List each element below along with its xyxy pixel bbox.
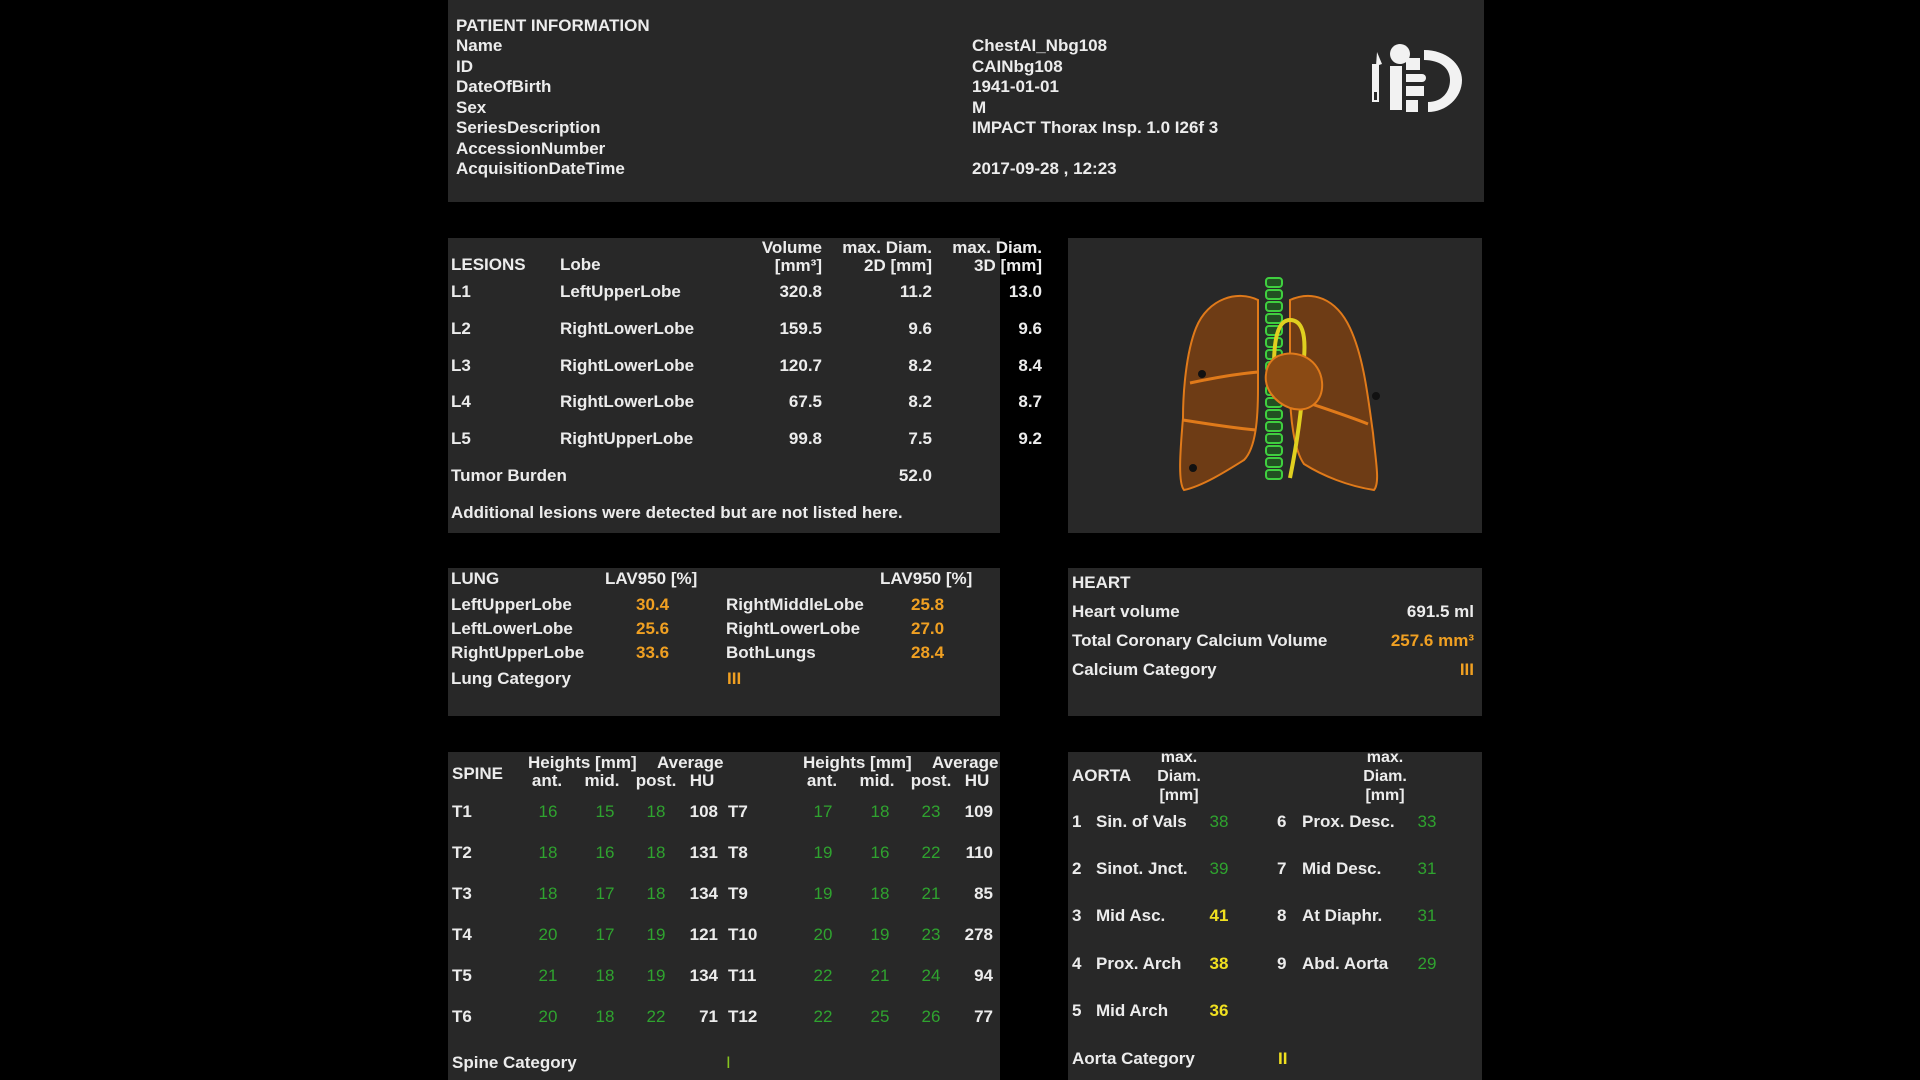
calcium-volume-value: 257.6 mm³ [1390,631,1474,650]
aorta-segment-number: 1 [1072,812,1082,831]
lung-lobe-label: RightUpperLobe [451,643,585,662]
spine-height-ant: 22 [813,966,833,985]
spine-height-mid: 21 [870,966,890,985]
aorta-segment-label: Prox. Arch [1096,954,1182,973]
aorta-segment-number: 4 [1072,954,1082,973]
aorta-segment-label: Abd. Aorta [1302,954,1389,973]
aorta-segment-label: Sinot. Jnct. [1096,859,1188,878]
lesion-diam2d: 8.2 [908,392,932,411]
aorta-segment-value: 33 [1417,812,1437,831]
lung-lobe-value: 28.4 [911,643,945,662]
spine-height-ant: 21 [538,966,558,985]
spine-height-mid: 16 [870,843,890,862]
spine-category-label: Spine Category [452,1053,577,1072]
lung-panel [448,568,1000,716]
aorta-panel [1068,749,1482,1080]
spine-vertebra: T11 [728,966,757,985]
spine-title: SPINE [452,764,504,783]
aorta-segment-label: Mid Asc. [1096,906,1166,925]
spine-height-post: 23 [921,925,941,944]
heart-panel [1068,568,1482,716]
spine-height-mid: 15 [595,802,615,821]
spine-height-mid: 17 [595,925,615,944]
spine-height-mid: 25 [870,1007,890,1026]
lesion-diam2d: 7.5 [908,429,932,448]
spine-vertebra: T12 [728,1007,758,1026]
patient-field-label: Name [456,36,503,55]
lung-col-header-right: LAV950 [%] [880,569,973,588]
calcium-volume-label: Total Coronary Calcium Volume [1072,631,1328,650]
spine-sub-ant: ant. [531,771,563,790]
lung-category-value: III [727,669,742,688]
patient-field-value: ChestAI_Nbg108 [972,36,1108,55]
lung-lobe-value: 30.4 [636,595,670,614]
spine-panel [448,752,1000,1080]
patient-field-value: 2017-09-28 , 12:23 [972,159,1117,178]
lesions-col-diam3d-2: 3D [mm] [973,256,1042,275]
spine-height-post: 19 [646,966,666,985]
spine-vertebra: T6 [452,1007,472,1026]
spine-height-ant: 18 [538,884,558,903]
lesions-note: Additional lesions were detected but are not listed here. [451,503,903,522]
aorta-segment-label: At Diaphr. [1302,906,1383,925]
spine-sub-mid: mid. [859,771,895,790]
tumor-burden-value: 52.0 [898,466,932,485]
calcium-category-label: Calcium Category [1072,660,1217,679]
spine-average-hu: 121 [689,925,718,944]
spine-height-ant: 16 [538,802,558,821]
lesion-diam2d: 9.6 [908,319,932,338]
lesion-diam3d: 13.0 [1008,282,1042,301]
aorta-segment-number: 5 [1072,1001,1082,1020]
spine-vertebra: T8 [728,843,748,862]
lesion-diam3d: 8.4 [1018,356,1042,375]
tumor-burden-label: Tumor Burden [451,466,567,485]
lung-lobe-label: LeftLowerLobe [451,619,573,638]
spine-height-post: 26 [921,1007,941,1026]
lesion-id: L3 [451,356,471,375]
lesions-title: LESIONS [451,255,526,274]
spine-vertebra: T2 [452,843,472,862]
lesion-diam2d: 11.2 [899,282,932,301]
lesion-lobe: RightLowerLobe [560,392,695,411]
spine-average-hu: 108 [689,802,718,821]
aorta-category-value: II [1278,1049,1288,1068]
patient-field-label: AccessionNumber [456,138,606,158]
spine-height-post: 21 [921,884,941,903]
aorta-col-header-left-1: max. [1160,749,1198,766]
spine-height-mid: 18 [870,884,890,903]
spine-vertebra: T4 [452,925,472,944]
aorta-segment-value: 41 [1209,906,1229,925]
lung-lobe-value: 25.8 [911,595,945,614]
lesion-diam3d: 9.2 [1018,429,1042,448]
lesions-col-lobe: Lobe [560,255,601,274]
aorta-segment-value: 29 [1417,954,1437,973]
aorta-segment-value: 36 [1209,1001,1229,1020]
spine-height-mid: 16 [595,843,615,862]
lesion-id: L1 [451,282,471,301]
lung-lobe-value: 27.0 [911,619,945,638]
lung-title: LUNG [451,569,500,588]
patient-info-panel [448,0,1484,202]
lesion-volume: 67.5 [788,392,822,411]
logo-icon [1368,40,1468,116]
lung-lobe-label: RightMiddleLobe [726,595,864,614]
spine-height-post: 18 [646,884,666,903]
lesion-lobe: RightLowerLobe [560,319,695,338]
aorta-segment-number: 9 [1277,954,1287,973]
lesion-lobe: RightUpperLobe [560,429,694,448]
spine-average-hu: 71 [699,1007,718,1026]
lesion-lobe: LeftUpperLobe [560,282,681,301]
spine-average-hu: 94 [974,966,993,985]
spine-height-post: 19 [646,925,666,944]
lesion-diam3d: 8.7 [1018,392,1042,411]
lesion-id: L2 [451,319,471,338]
patient-field-label: Sex [456,97,487,117]
aorta-segment-label: Mid Arch [1096,1001,1169,1020]
spine-height-mid: 19 [870,925,890,944]
lung-lobe-label: RightLowerLobe [726,619,861,638]
spine-height-mid: 18 [595,1007,615,1026]
lesion-volume: 120.7 [779,356,822,375]
patient-field-label: AcquisitionDateTime [456,159,625,178]
spine-average-hu: 110 [965,843,993,862]
lesions-panel [448,238,1042,533]
patient-field-value: CAINbg108 [972,56,1063,76]
lesion-volume: 99.8 [788,429,822,448]
aorta-segment-number: 8 [1277,906,1287,925]
aorta-segment-value: 38 [1209,954,1229,973]
spine-height-ant: 19 [813,884,833,903]
spine-height-mid: 18 [595,966,615,985]
patient-field-value: M [972,97,987,117]
spine-height-ant: 20 [813,925,833,944]
calcium-category-value: III [1459,660,1474,679]
heart-volume-value: 691.5 ml [1406,602,1474,621]
spine-vertebra: T1 [452,802,472,821]
lung-lobe-label: LeftUpperLobe [451,595,572,614]
aorta-segment-value: 31 [1417,859,1437,878]
spine-average-header-left: Average [657,753,724,772]
lesion-id: L4 [451,392,471,411]
spine-vertebra: T3 [452,884,472,903]
spine-height-post: 23 [921,802,941,821]
aorta-segment-label: Prox. Desc. [1302,812,1395,831]
anatomy-panel [1068,238,1482,533]
spine-average-hu: 77 [974,1007,993,1026]
spine-vertebra: T9 [728,884,748,903]
spine-height-mid: 17 [595,884,615,903]
patient-field-label: SeriesDescription [456,118,601,137]
lung-col-header-left: LAV950 [%] [605,569,698,588]
aorta-segment-label: Mid Desc. [1302,859,1382,878]
spine-category-value: I [726,1053,731,1072]
spine-sub-post: post. [635,771,677,790]
spine-sub-post: post. [910,771,952,790]
aorta-col-header-right-3: [mm] [1365,787,1405,804]
spine-height-post: 18 [646,802,666,821]
patient-field-value: IMPACT Thorax Insp. 1.0 I26f 3 [972,118,1219,137]
spine-sub-hu: HU [689,771,715,790]
lung-lobe-value: 33.6 [636,643,670,662]
spine-heights-header-right: Heights [mm] [803,753,912,772]
spine-height-ant: 22 [813,1007,833,1026]
lesions-col-volume-2: [mm³] [774,256,822,275]
spine-heights-header-left: Heights [mm] [528,753,637,772]
lesion-diam3d: 9.6 [1018,319,1042,338]
spine-height-ant: 20 [538,1007,558,1026]
chest-anatomy-icon [1068,238,1482,533]
spine-height-post: 22 [646,1007,666,1026]
aorta-segment-value: 38 [1209,812,1229,831]
lesion-volume: 320.8 [779,282,822,301]
aorta-col-header-left-2: Diam. [1157,768,1201,785]
spine-height-post: 24 [921,966,941,985]
spine-sub-hu: HU [964,771,990,790]
lesion-diam2d: 8.2 [908,356,932,375]
spine-height-ant: 19 [813,843,833,862]
aorta-segment-value: 31 [1417,906,1437,925]
lung-lobe-label: BothLungs [726,643,816,662]
patient-info-title: PATIENT INFORMATION [456,16,650,35]
lung-category-label: Lung Category [451,669,571,688]
spine-average-hu: 134 [689,966,718,985]
lesions-col-diam2d-2: 2D [mm] [863,256,932,275]
aorta-segment-number: 2 [1072,859,1082,878]
lesion-id: L5 [451,429,471,448]
lesions-col-diam2d-1: max. Diam. [842,238,932,257]
patient-field-label: DateOfBirth [456,77,552,96]
spine-average-hu: 278 [964,925,993,944]
spine-height-mid: 18 [870,802,890,821]
lesions-col-volume-1: Volume [761,238,822,257]
spine-average-hu: 131 [689,843,718,862]
heart-volume-label: Heart volume [1072,602,1180,621]
aorta-title: AORTA [1072,766,1132,785]
spine-height-post: 18 [646,843,666,862]
spine-height-ant: 17 [813,802,833,821]
spine-height-post: 22 [921,843,941,862]
aorta-col-header-right-2: Diam. [1363,768,1407,785]
aorta-segment-number: 3 [1072,906,1082,925]
spine-vertebra: T7 [728,802,748,821]
spine-average-hu: 109 [964,802,993,821]
aorta-segment-number: 6 [1277,812,1287,831]
spine-height-ant: 20 [538,925,558,944]
aorta-segment-value: 39 [1209,859,1229,878]
aorta-category-label: Aorta Category [1072,1049,1195,1068]
spine-average-header-right: Average [932,753,999,772]
heart-title: HEART [1072,573,1131,592]
aorta-segment-label: Sin. of Vals [1096,812,1187,831]
aorta-segment-number: 7 [1277,859,1287,878]
spine-average-hu: 85 [974,884,993,903]
lesion-lobe: RightLowerLobe [560,356,695,375]
aorta-col-header-right-1: max. [1366,749,1404,766]
spine-sub-ant: ant. [806,771,838,790]
patient-field-label: ID [456,56,473,76]
aorta-col-header-left-3: [mm] [1159,787,1199,804]
lesion-volume: 159.5 [779,319,822,338]
spine-average-hu: 134 [689,884,718,903]
lung-lobe-value: 25.6 [636,619,670,638]
patient-field-value: 1941-01-01 [972,77,1059,96]
spine-vertebra: T10 [728,925,758,944]
spine-sub-mid: mid. [584,771,620,790]
spine-height-ant: 18 [538,843,558,862]
spine-vertebra: T5 [452,966,472,985]
lesions-col-diam3d-1: max. Diam. [952,238,1042,257]
